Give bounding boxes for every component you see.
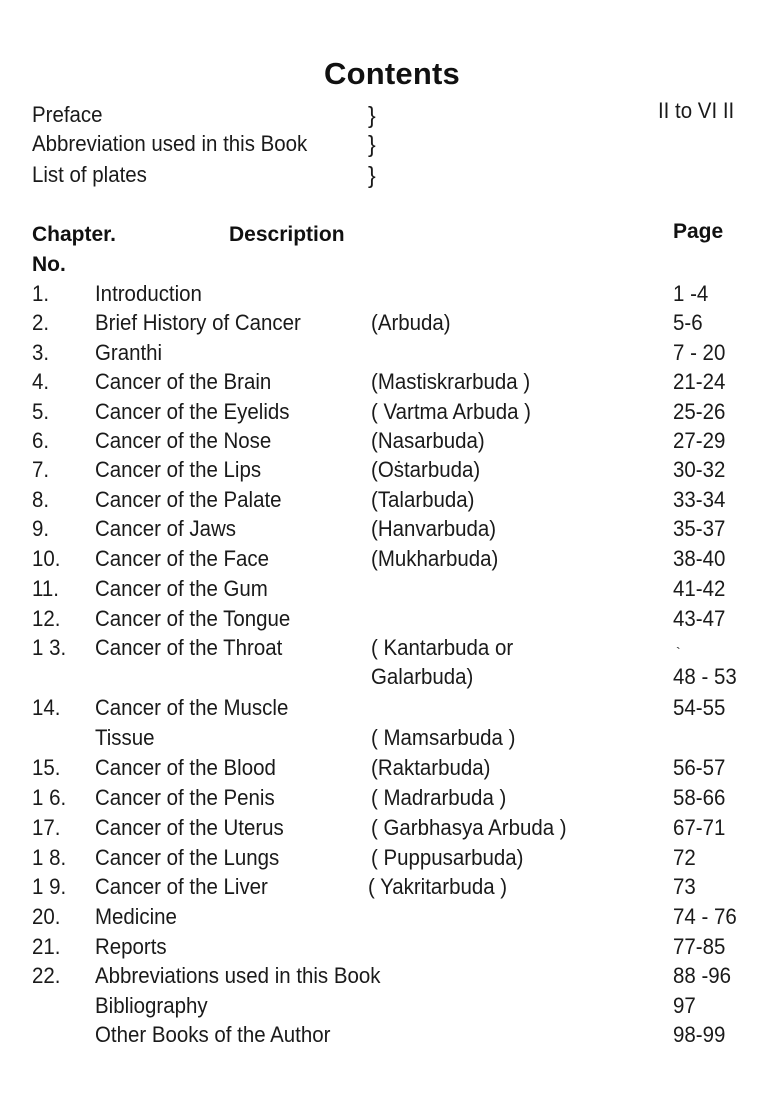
sanskrit-name: (Raktarbuda) xyxy=(371,755,491,780)
chapter-number: 6. xyxy=(32,428,50,453)
chapter-title: Cancer of the Face xyxy=(95,546,270,571)
chapter-number: 5. xyxy=(32,399,50,424)
sanskrit-name: (Mastiskrarbuda ) xyxy=(371,369,531,394)
chapter-number: 20. xyxy=(32,904,61,929)
table-row xyxy=(0,991,780,1021)
table-row xyxy=(0,693,780,723)
front-matter-pages: II to VI II xyxy=(658,98,735,123)
page-range: 73 xyxy=(673,874,696,899)
page-range: 72 xyxy=(673,845,696,870)
chapter-title: Cancer of Jaws xyxy=(95,516,237,541)
page-range: 74 - 76 xyxy=(673,904,737,929)
page-range: 98-99 xyxy=(673,1022,726,1047)
page-range: 43-47 xyxy=(673,606,726,631)
chapter-title: Cancer of the Penis xyxy=(95,785,275,810)
header-chapter: Chapter. xyxy=(32,223,117,246)
sanskrit-name: ( Yakritarbuda ) xyxy=(368,874,508,899)
chapter-title: Bibliography xyxy=(95,993,208,1018)
sanskrit-name: (Oṡtarbuda) xyxy=(371,457,481,482)
table-row xyxy=(0,397,780,427)
table-row xyxy=(0,455,780,485)
table-row xyxy=(0,604,780,634)
page-range: 38-40 xyxy=(673,546,726,571)
chapter-number: 10. xyxy=(32,546,61,571)
sanskrit-name: ( Mamsarbuda ) xyxy=(371,725,516,750)
page-range: 5-6 xyxy=(673,310,703,335)
page-range: 48 - 53 xyxy=(673,664,737,689)
chapter-number: 3. xyxy=(32,340,50,365)
chapter-title: Cancer of the Blood xyxy=(95,755,276,780)
table-row xyxy=(0,338,780,368)
page-range: 77-85 xyxy=(673,934,726,959)
page-range: 25-26 xyxy=(673,399,726,424)
sanskrit-name: ( Vartma Arbuda ) xyxy=(371,399,531,424)
sanskrit-name: Galarbuda) xyxy=(371,664,474,689)
page-title: Contents xyxy=(324,56,460,91)
chapter-title: Cancer of the Gum xyxy=(95,576,268,601)
front-matter-item-list-of-plates: List of plates xyxy=(32,162,147,187)
chapter-title: Cancer of the Eyelids xyxy=(95,399,290,424)
table-row xyxy=(0,633,780,663)
page-range: 97 xyxy=(673,993,696,1018)
table-row xyxy=(0,279,780,309)
chapter-title: Cancer of the Liver xyxy=(95,874,268,899)
brace: } xyxy=(368,102,376,128)
table-row xyxy=(0,961,780,991)
chapter-number: 12. xyxy=(32,606,61,631)
chapter-title: Cancer of the Tongue xyxy=(95,606,291,631)
table-row-continuation xyxy=(0,662,780,692)
chapter-number: 1 6. xyxy=(32,785,67,810)
page-range: 54-55 xyxy=(673,695,726,720)
chapter-number: 8. xyxy=(32,487,50,512)
page-range: 30-32 xyxy=(673,457,726,482)
chapter-number: 9. xyxy=(32,516,50,541)
sanskrit-name: ( Puppusarbuda) xyxy=(371,845,524,870)
page-range: 27-29 xyxy=(673,428,726,453)
stray-mark: ` xyxy=(676,644,681,660)
chapter-number: 7. xyxy=(32,457,50,482)
chapter-number: 1. xyxy=(32,281,50,306)
chapter-title: Introduction xyxy=(95,281,202,306)
chapter-title: Cancer of the Nose xyxy=(95,428,272,453)
table-row xyxy=(0,1020,780,1050)
chapter-number: 1 9. xyxy=(32,874,67,899)
page-range: 56-57 xyxy=(673,755,726,780)
chapter-number: 1 8. xyxy=(32,845,67,870)
sanskrit-name: (Nasarbuda) xyxy=(371,428,485,453)
chapter-number: 4. xyxy=(32,369,50,394)
page-range: 21-24 xyxy=(673,369,726,394)
sanskrit-name: ( Garbhasya Arbuda ) xyxy=(371,815,567,840)
page-range: 88 -96 xyxy=(673,963,732,988)
page-range: 58-66 xyxy=(673,785,726,810)
header-description: Description xyxy=(229,223,345,246)
page-range: 1 -4 xyxy=(673,281,709,306)
brace: } xyxy=(368,162,376,188)
page-range: 33-34 xyxy=(673,487,726,512)
table-row xyxy=(0,544,780,574)
chapter-title: Cancer of the Lips xyxy=(95,457,262,482)
chapter-title: Abbreviations used in this Book xyxy=(95,963,381,988)
sanskrit-name: ( Madrarbuda ) xyxy=(371,785,507,810)
chapter-title: Cancer of the Lungs xyxy=(95,845,280,870)
table-row xyxy=(0,843,780,873)
chapter-title: Other Books of the Author xyxy=(95,1022,331,1047)
table-row xyxy=(0,514,780,544)
table-row xyxy=(0,932,780,962)
sanskrit-name: (Talarbuda) xyxy=(371,487,475,512)
table-row xyxy=(0,367,780,397)
chapter-number: 21. xyxy=(32,934,61,959)
page-range: 7 - 20 xyxy=(673,340,726,365)
table-row xyxy=(0,872,780,902)
chapter-number: 1 3. xyxy=(32,635,67,660)
sanskrit-name: (Hanvarbuda) xyxy=(371,516,497,541)
table-row xyxy=(0,574,780,604)
chapter-title: Tissue xyxy=(95,725,155,750)
front-matter-item-preface: Preface xyxy=(32,102,103,127)
table-row xyxy=(0,426,780,456)
chapter-title: Medicine xyxy=(95,904,177,929)
chapter-number: 11. xyxy=(32,576,59,601)
table-row xyxy=(0,902,780,932)
header-page: Page xyxy=(673,220,724,243)
chapter-title: Cancer of the Muscle xyxy=(95,695,289,720)
chapter-title: Cancer of the Palate xyxy=(95,487,282,512)
table-row xyxy=(0,813,780,843)
table-row xyxy=(0,308,780,338)
chapter-number: 22. xyxy=(32,963,61,988)
brace: } xyxy=(368,131,376,157)
chapter-number: 14. xyxy=(32,695,61,720)
chapter-title: Cancer of the Brain xyxy=(95,369,272,394)
page-range: 67-71 xyxy=(673,815,726,840)
chapter-title: Cancer of the Throat xyxy=(95,635,283,660)
chapter-title: Cancer of the Uterus xyxy=(95,815,284,840)
chapter-title: Granthi xyxy=(95,340,163,365)
table-row xyxy=(0,485,780,515)
page-range: 41-42 xyxy=(673,576,726,601)
chapter-number: 17. xyxy=(32,815,61,840)
chapter-title: Brief History of Cancer xyxy=(95,310,301,335)
table-row xyxy=(0,753,780,783)
chapter-number: 15. xyxy=(32,755,61,780)
sanskrit-name: (Mukharbuda) xyxy=(371,546,499,571)
table-row-continuation xyxy=(0,723,780,753)
chapter-number: 2. xyxy=(32,310,50,335)
front-matter-item-abbreviation: Abbreviation used in this Book xyxy=(32,131,308,156)
table-row xyxy=(0,783,780,813)
chapter-title: Reports xyxy=(95,934,167,959)
sanskrit-name: (Arbuda) xyxy=(371,310,451,335)
sanskrit-name: ( Kantarbuda or xyxy=(371,635,514,660)
header-chapter-no: No. xyxy=(32,253,66,276)
page-range: 35-37 xyxy=(673,516,726,541)
